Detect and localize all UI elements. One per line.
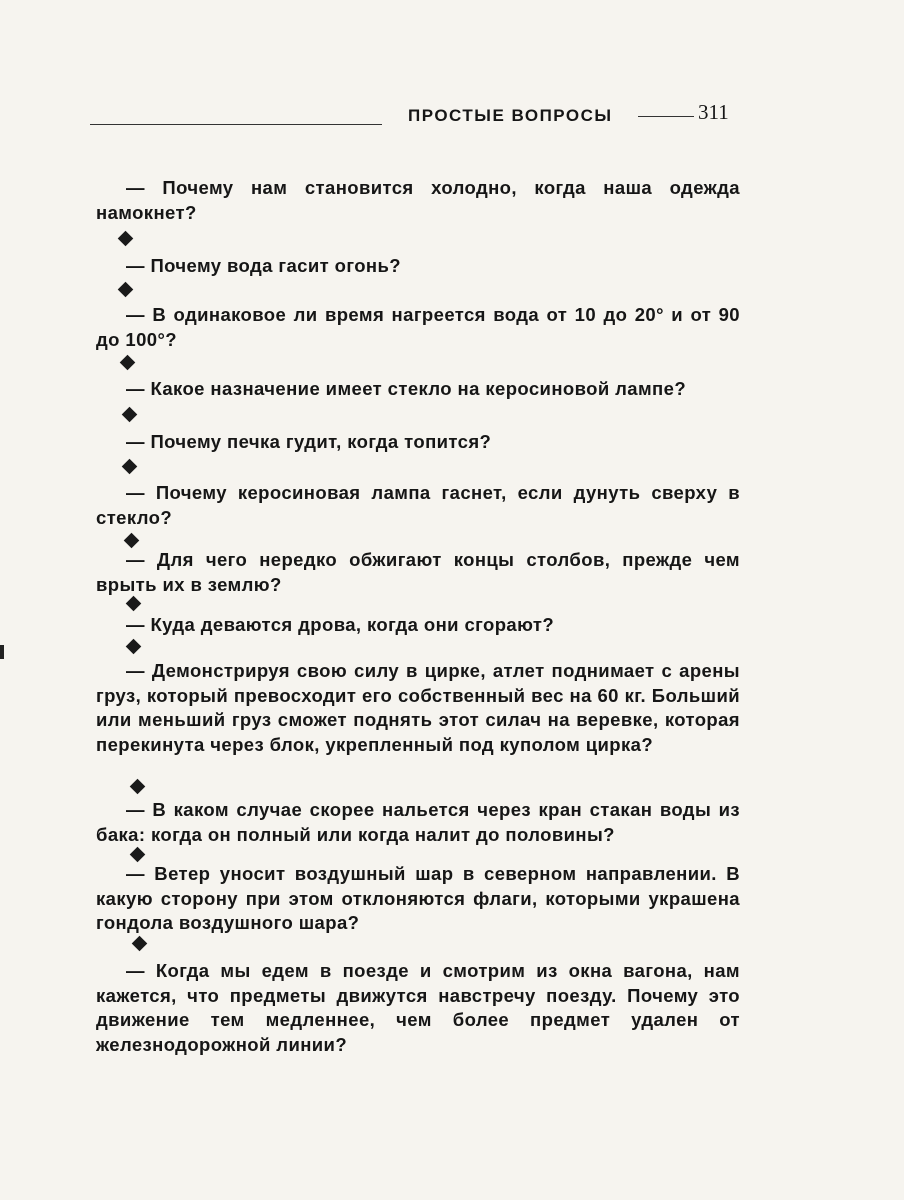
diamond-separator-icon [122,459,138,475]
page-number: 311 [698,100,729,124]
question-7: — Для чего нередко обжигают концы столбов, прежде чем врыть их в землю? [96,549,740,595]
question-3: — В одинаковое ли время нагреется вода от 10 до 20° и от 90 до 100°? [96,304,740,350]
diamond-separator-icon [124,533,140,549]
question-2: — Почему вода гасит огонь? [126,255,401,276]
diamond-separator-icon [122,407,138,423]
diamond-separator-icon [126,639,142,655]
question-4: — Какое назначение имеет стекло на керосиновой лампе? [126,378,687,399]
diamond-separator-icon [132,936,148,952]
header-dash [638,116,694,117]
question-11: — Ветер уносит воздушный шар в северном направлении. В какую сторону при этом отклоняются флаги, которыми украшена гондола воздушного шара? [96,863,740,933]
question-8: — Куда деваются дрова, когда они сгорают? [126,614,555,635]
diamond-separator-icon [118,282,134,298]
question-10: — В каком случае скорее нальется через кран стакан воды из бака: когда он полный или когда налит до половины? [96,799,740,845]
diamond-separator-icon [130,779,146,795]
running-head: ПРОСТЫЕ ВОПРОСЫ [408,106,613,125]
diamond-separator-icon [118,231,134,247]
page-header [90,102,740,132]
diamond-separator-icon [126,596,142,612]
question-1: — Почему нам становится холодно, когда наша одежда намокнет? [96,177,740,223]
diamond-separator-icon [120,355,136,371]
header-rule [90,124,382,125]
question-12: — Когда мы едем в поезде и смотрим из окна вагона, нам кажется, что предметы движутся навстречу поезду. Почему это движение тем медленнее, чем более предмет удален от железнодорожной линии? [96,960,740,1055]
scan-edge-mark [0,645,4,659]
question-9: — Демонстрируя свою силу в цирке, атлет поднимает с арены груз, который превосходит его собственный вес на 60 кг. Больший или меньший груз сможет поднять этот силач на веревке, которая перекинута через блок, укрепленный под куполом цирка? [96,660,740,755]
question-6: — Почему керосиновая лампа гаснет, если дунуть сверху в стекло? [96,482,740,528]
diamond-separator-icon [130,847,146,863]
question-5: — Почему печка гудит, когда топится? [126,431,492,452]
